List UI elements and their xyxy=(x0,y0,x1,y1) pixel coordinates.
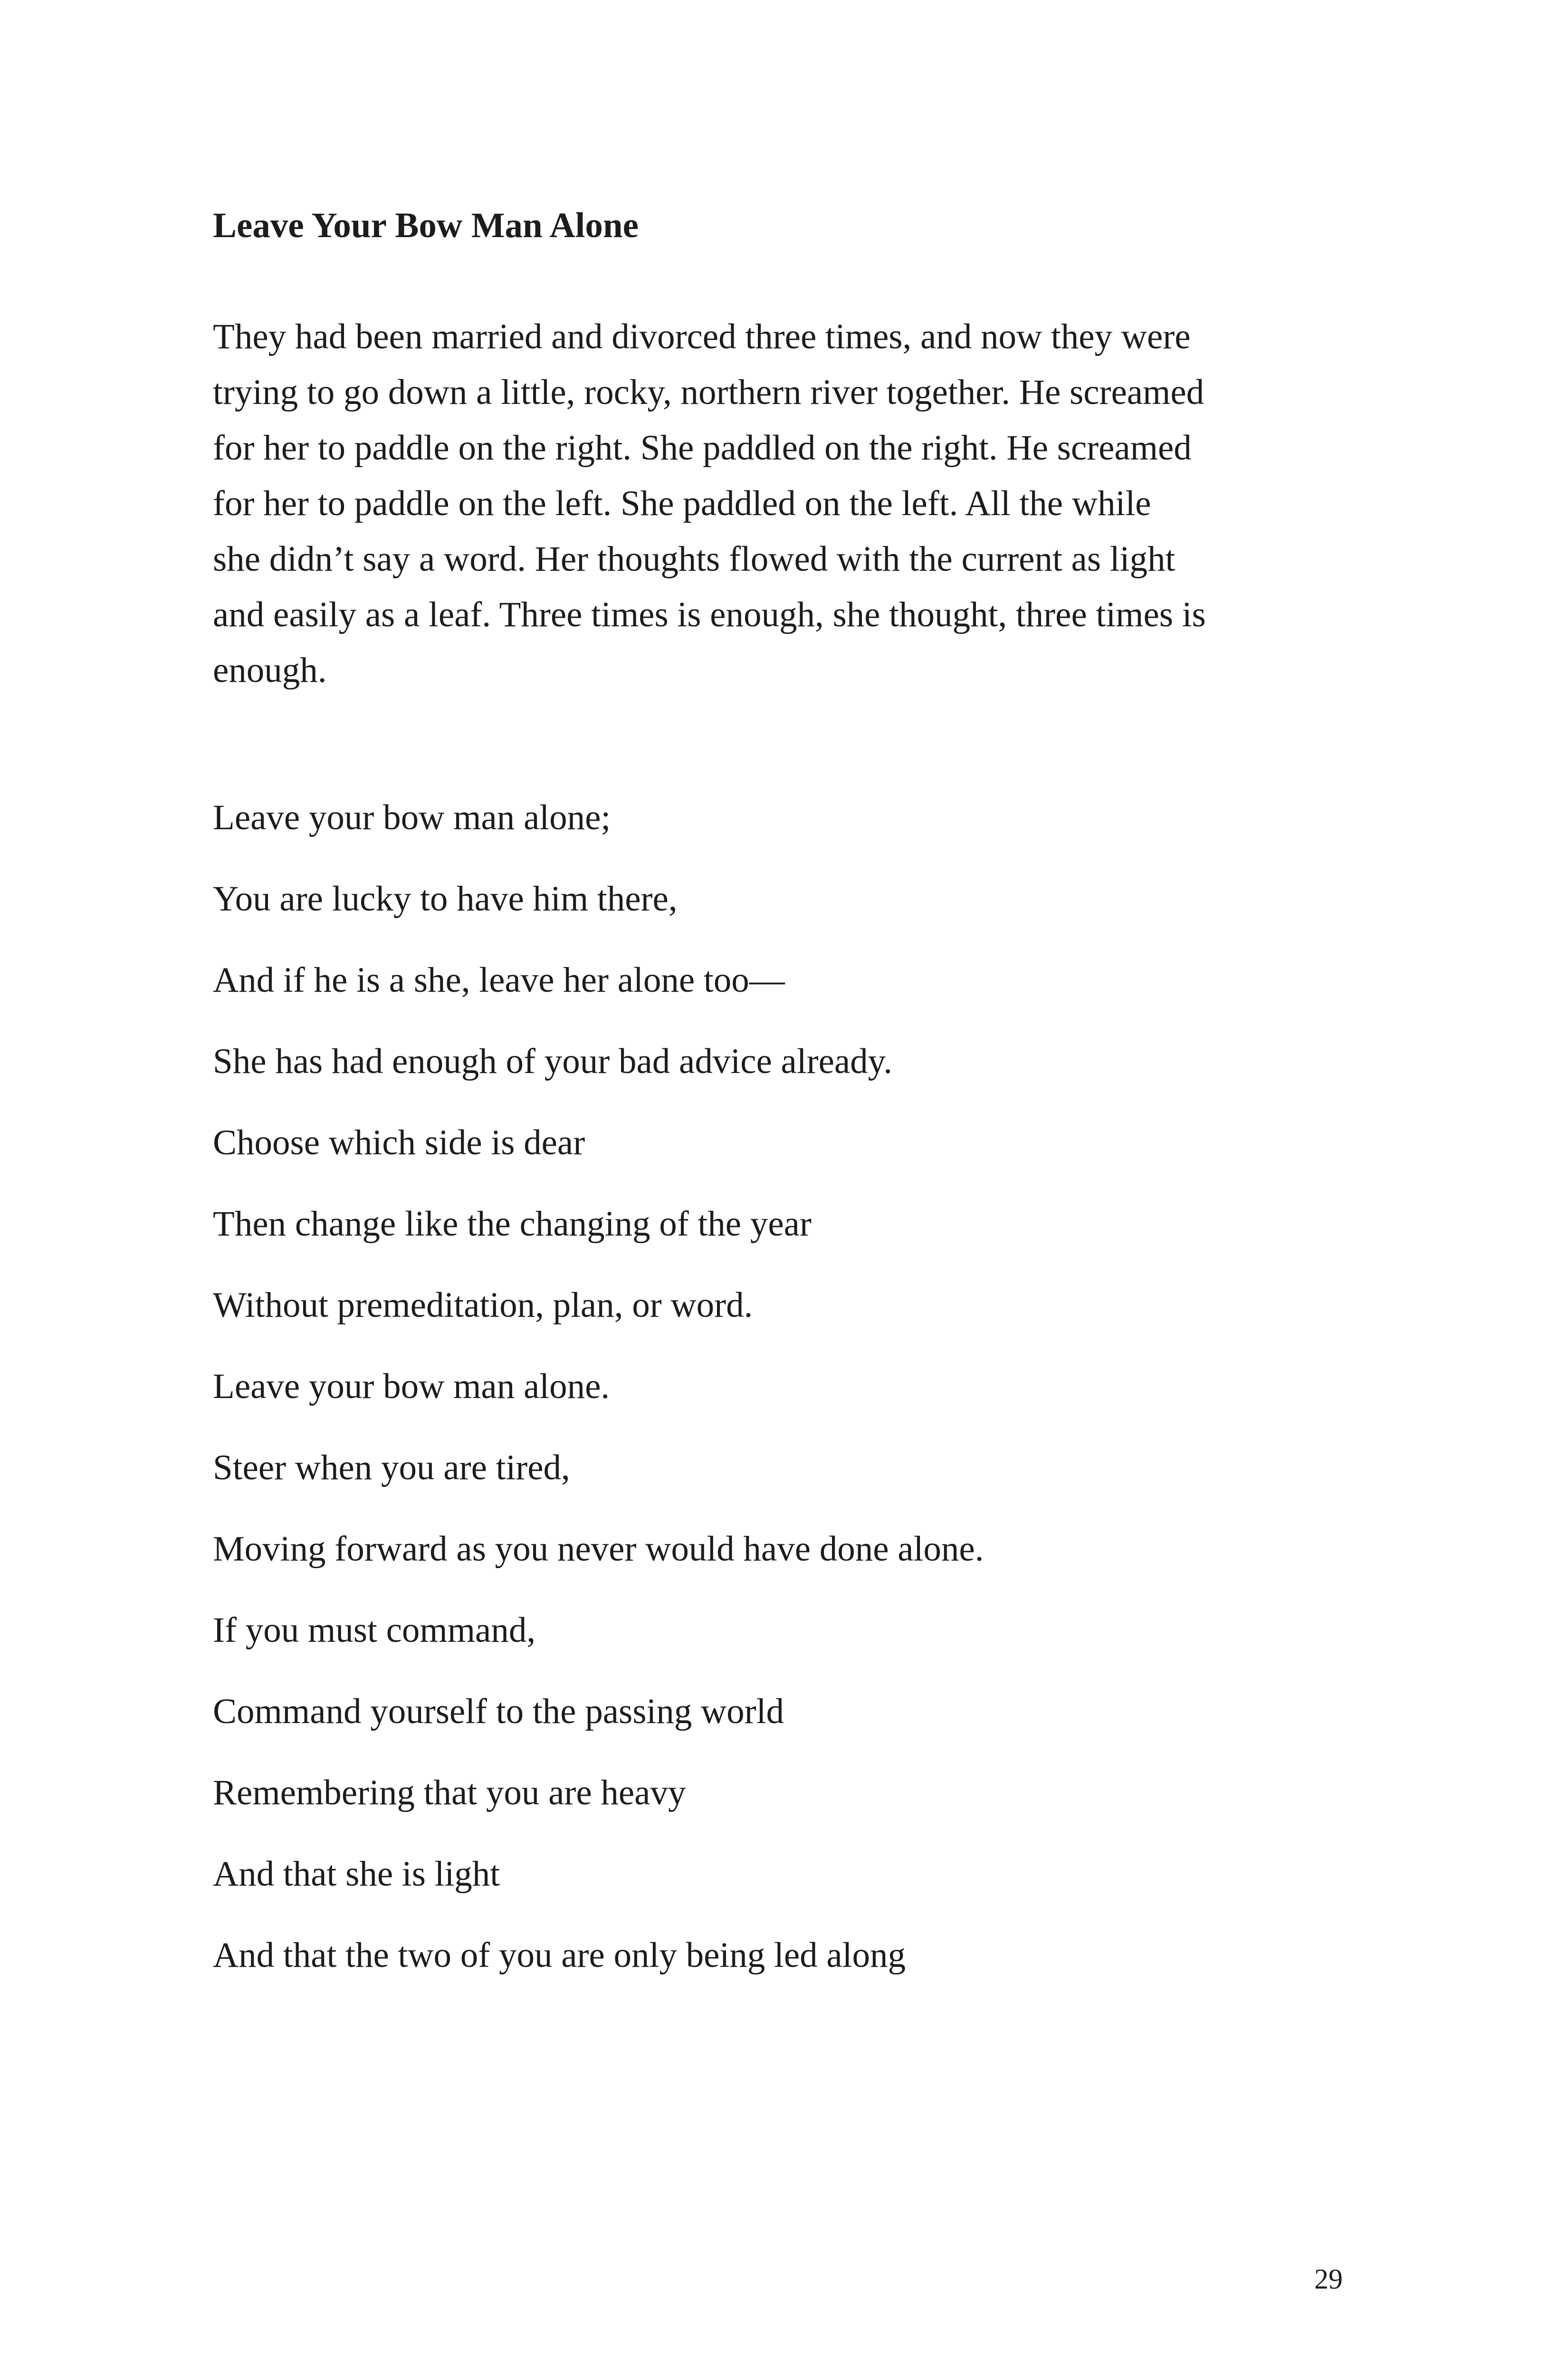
poem-body xyxy=(213,790,1344,2009)
poem-line: Without premeditation, plan, or word. xyxy=(213,1285,753,1325)
poem-line: Choose which side is dear xyxy=(213,1123,585,1162)
poem-line: Steer when you are tired, xyxy=(213,1448,570,1487)
poem-line: You are lucky to have him there, xyxy=(213,879,678,919)
page-number: 29 xyxy=(1314,2263,1343,2295)
poem-line: Remembering that you are heavy xyxy=(213,1773,686,1812)
poem-line: Leave your bow man alone; xyxy=(213,798,611,837)
poem-line: She has had enough of your bad advice already. xyxy=(213,1042,893,1081)
poem-line: If you must command, xyxy=(213,1610,536,1650)
poem-line: And that the two of you are only being led along xyxy=(213,1935,906,1975)
prose-line: for her to paddle on the right. She paddled on the right. He screamed xyxy=(213,428,1192,468)
prose-line: and easily as a leaf. Three times is enough, she thought, three times is xyxy=(213,595,1206,634)
prose-line: They had been married and divorced three times, and now they were xyxy=(213,317,1191,356)
poem-line: And that she is light xyxy=(213,1854,500,1894)
prose-line: enough. xyxy=(213,651,327,690)
poem-line: Then change like the changing of the year xyxy=(213,1204,812,1244)
prose-paragraph xyxy=(213,309,1344,698)
prose-line: for her to paddle on the left. She paddled on the left. All the while xyxy=(213,484,1151,523)
poem-line: Leave your bow man alone. xyxy=(213,1367,610,1406)
prose-line: trying to go down a little, rocky, northern river together. He screamed xyxy=(213,373,1205,412)
prose-line: she didn’t say a word. Her thoughts flowed with the current as light xyxy=(213,539,1176,579)
poem-line: Command yourself to the passing world xyxy=(213,1692,784,1731)
poem-line: And if he is a she, leave her alone too— xyxy=(213,960,785,1000)
poem-line: Moving forward as you never would have done alone. xyxy=(213,1529,984,1569)
poem-title: Leave Your Bow Man Alone xyxy=(213,206,639,245)
